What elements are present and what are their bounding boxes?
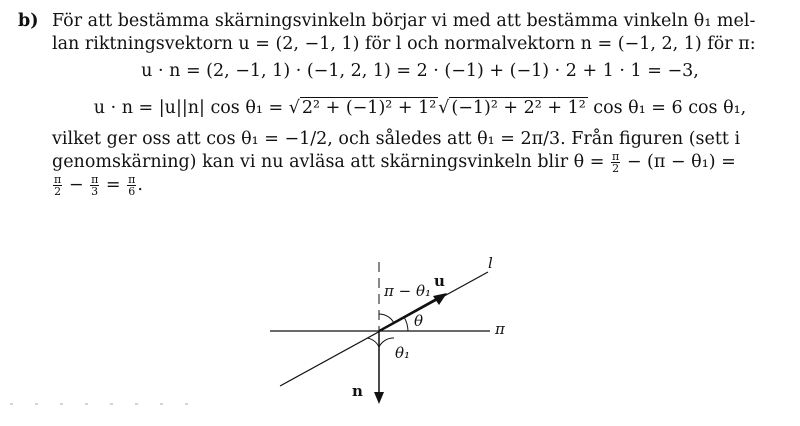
direction-arrowhead-icon [433, 293, 447, 305]
label-l: l [488, 254, 493, 272]
sqrt-u: √ 2² + (−1)² + 1² [288, 98, 437, 118]
faint-dotted-line [10, 402, 200, 406]
frac-den: 2 [54, 185, 62, 198]
normal-arrowhead-icon [374, 392, 384, 404]
sqrt-u-radicand: 2² + (−1)² + 1² [301, 98, 437, 118]
frac-den: 3 [91, 185, 99, 198]
equation-dot-product: u · n = (2, −1, 1) · (−1, 2, 1) = 2 · (−1) + (−1) · 2 + 1 · 1 = −3, [141, 61, 699, 81]
sqrt-n: √ (−1)² + 2² + 1² [438, 98, 586, 118]
period: . [137, 175, 143, 195]
direction-vector [379, 297, 440, 331]
fraction-pi-over-6 [127, 174, 136, 197]
paragraph-2-line-2-end: − (π − θ₁) = [626, 152, 736, 172]
sqrt-n-radicand: (−1)² + 2² + 1² [451, 98, 586, 118]
part-label: b) [18, 11, 39, 31]
frac-num: π [612, 150, 620, 163]
label-pi-minus-theta1: π − θ₁ [384, 282, 432, 300]
equation-magnitude-lhs: u · n = |u||n| cos θ₁ = [93, 98, 284, 118]
equals-sign: = [105, 175, 121, 195]
geometry-figure [240, 252, 530, 422]
frac-num: π [91, 173, 99, 186]
label-theta1: θ₁ [395, 344, 411, 362]
solution-text [18, 10, 788, 197]
fraction-pi-over-2-b [53, 174, 62, 197]
arc-theta [404, 317, 408, 331]
label-pi: π [495, 320, 505, 338]
frac-num: π [128, 173, 136, 186]
paragraph-2-line-2 [52, 151, 788, 174]
frac-den: 2 [612, 162, 620, 175]
minus-sign: − [68, 175, 84, 195]
fraction-pi-over-2 [611, 151, 620, 174]
paragraph-2-line-1: vilket ger oss att cos θ₁ = −1/2, och således att θ₁ = 2π/3. Från figuren (sett i [52, 129, 741, 149]
frac-num: π [54, 173, 62, 186]
paragraph-1-line-2: lan riktningsvektorn u = (2, −1, 1) för l och normalvektorn n = (−1, 2, 1) för π: [52, 34, 756, 54]
arc-theta1 [367, 338, 379, 347]
label-n: n [352, 382, 363, 400]
figure-svg [240, 252, 530, 422]
label-theta: θ [414, 312, 424, 330]
equation-magnitude-rhs: cos θ₁ = 6 cos θ₁, [593, 98, 747, 118]
equation-magnitude [52, 97, 788, 120]
paragraph-2-line-2-text: genomskärning) kan vi nu avläsa att skärningsvinkeln blir θ = [52, 152, 605, 172]
fraction-pi-over-3 [90, 174, 99, 197]
frac-den: 6 [128, 185, 136, 198]
arc-pi-minus-theta1 [379, 314, 394, 323]
label-u: u [434, 272, 445, 290]
paragraph-2-line-3 [52, 174, 788, 197]
paragraph-1 [52, 10, 788, 197]
paragraph-1-line-1: För att bestämma skärningsvinkeln börjar vi med att bestämma vinkeln θ₁ mel- [52, 11, 756, 31]
arc-theta1-b [379, 338, 394, 347]
